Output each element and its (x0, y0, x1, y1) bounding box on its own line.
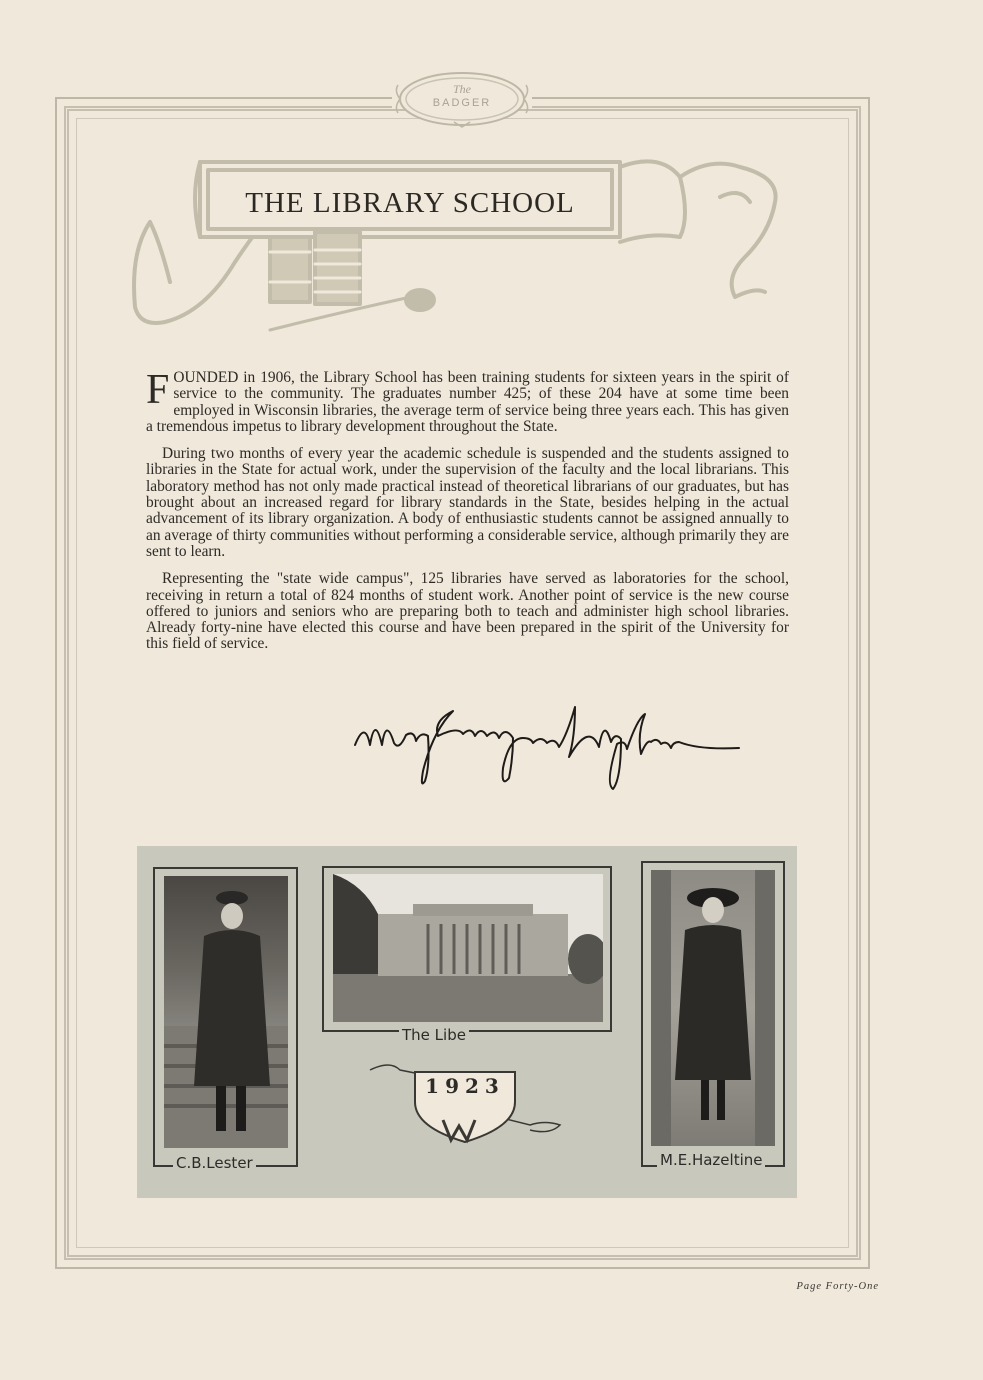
page-number: Page Forty-One (796, 1281, 879, 1292)
w-shield-ribbon-icon (365, 1060, 565, 1146)
badge-the-label: The (453, 82, 471, 96)
paragraph-1-text: OUNDED in 1906, the Library School has been training students for sixteen years in the spirit of service to the community. The graduates number 425; of these 204 have at some time been employed in Wisconsin libraries, the average term of service being three years each. This has given a tremendous impetus to library development throughout the State. (146, 369, 789, 435)
handwritten-signature (350, 705, 810, 795)
caption-lester: C.B.Lester (173, 1154, 256, 1172)
photo-library-building (333, 874, 603, 1022)
paragraph-3: Representing the "state wide campus", 125 libraries have served as laboratories for the school, receiving in return a total of 824 months of student work. Another point of service is the new course offered to juniors and seniors who are preparing both to teach and administer high school libraries. Already forty-nine have elected this course and have been prepared in the spirit of the University for this field of service. (146, 570, 789, 653)
article-body (146, 367, 789, 664)
crest-year: 1923 (425, 1074, 505, 1098)
woman-in-dress-icon (651, 870, 775, 1146)
portrait-photo-hazeltine (651, 870, 775, 1146)
paragraph-2: During two months of every year the academic schedule is suspended and the students assigned to libraries in the State for actual work, under the supervision of the faculty and the local librarians. This laboratory method has not only made practical instead of theoretical librarians of our graduates, but has brought about an increased regard for library standards in the State, besides helping in the actual advancement of its library organization. A body of enthusiastic students cannot be assigned annually to an average of thirty communities without performing a considerable service, although primarily they are sent to learn. (146, 445, 789, 560)
badge-name-label: BADGER (432, 97, 492, 109)
library-building-icon (333, 874, 603, 1022)
photo-collage (137, 846, 797, 1198)
caption-hazeltine: M.E.Hazeltine (657, 1151, 765, 1169)
badger-medallion (392, 70, 532, 128)
page-title: THE LIBRARY SCHOOL (245, 187, 575, 219)
portrait-photo-lester (164, 876, 288, 1148)
class-crest (365, 1060, 565, 1146)
drop-cap-letter: F (146, 367, 170, 413)
man-in-overcoat-icon (164, 876, 288, 1148)
paragraph-1 (146, 367, 789, 435)
scroll-banner-illustration (120, 152, 790, 342)
caption-the-libe: The Libe (399, 1026, 469, 1044)
